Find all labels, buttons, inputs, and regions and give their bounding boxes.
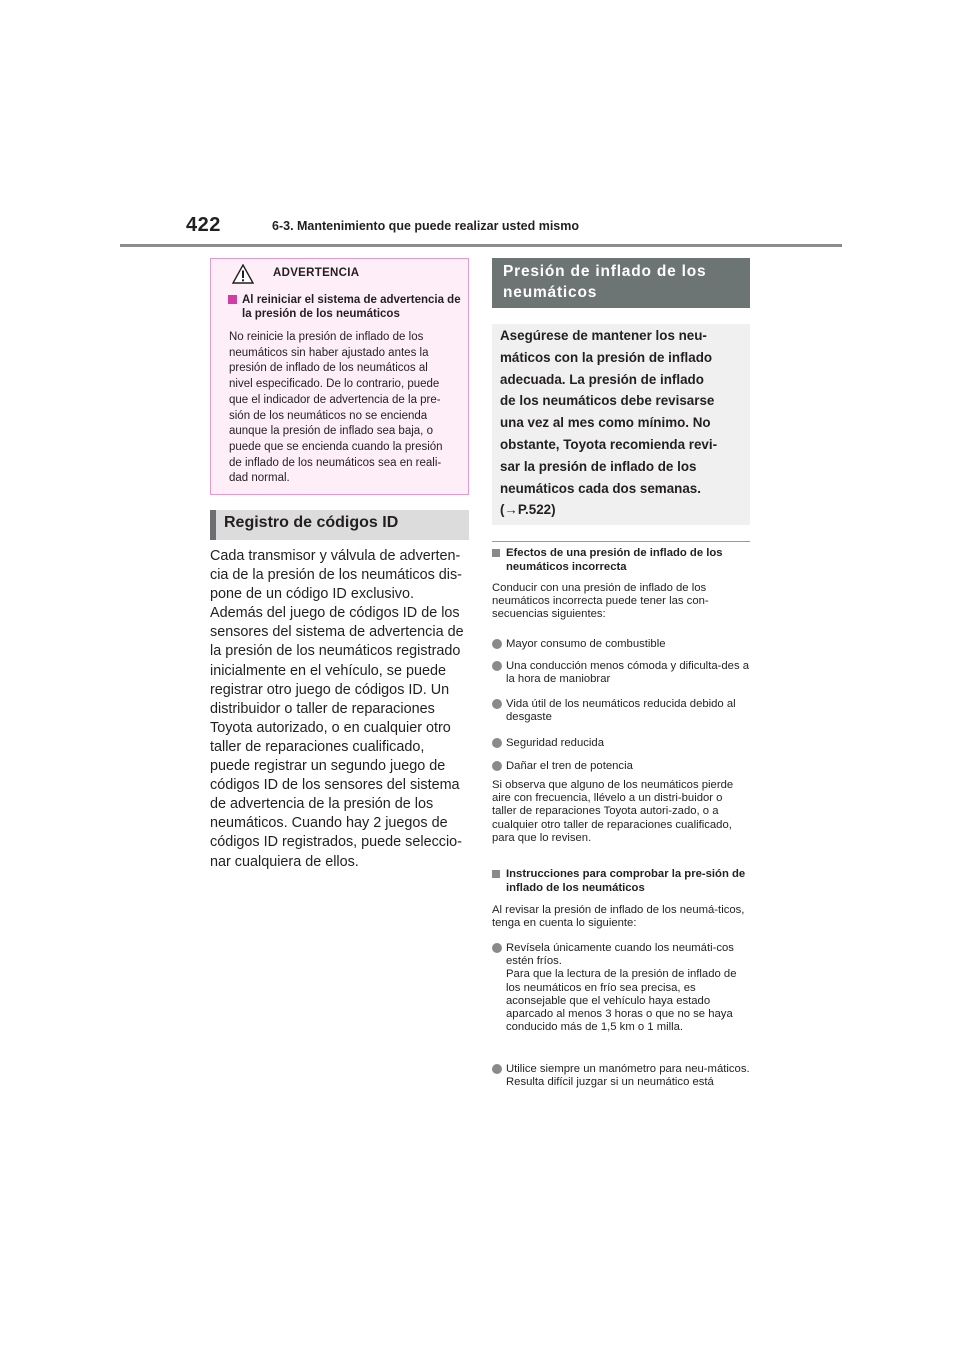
page-reference-link[interactable]: (→P.522) [500, 502, 556, 518]
efectos-intro: Conducir con una presión de inflado de los neumáticos incorrecta puede tener las con-secuencias siguientes: [492, 582, 709, 621]
bullet-dot-icon [492, 761, 502, 771]
page-number: 422 [186, 214, 221, 236]
efectos-heading: Efectos de una presión de inflado de los neumáticos incorrecta [492, 547, 750, 574]
list-item: Vida útil de los neumáticos reducida debido al desgaste [492, 698, 750, 724]
bullet-dot-icon [492, 661, 502, 671]
square-bullet-icon [492, 549, 500, 557]
bullet-dot-icon [492, 943, 502, 953]
warning-header [211, 259, 468, 287]
list-item: Utilice siempre un manómetro para neu-máticos. Resulta difícil juzgar si un neumático está [492, 1063, 750, 1089]
presion-note-box: Asegúrese de mantener los neu- máticos con la presión de inflado adecuada. La presión de inflado de los neumáticos debe revisarse una vez al mes como mínimo. No obstante, Toyota recomienda revi- sar la presión de inflado de los neumáticos cada dos semanas. (→P.522) [492, 324, 750, 525]
left-column [210, 258, 469, 870]
warning-body: No reinicie la presión de inflado de los neumáticos sin haber ajustado antes la presión de inflado de los neumáticos al nivel especificado. De lo contrario, puede que el indicador de advertencia de la pre- sión de los neumáticos no se encienda aunque la presión de inflado sea baja, o puede que se encienda cuando la presión de inflado de los neumáticos sea en reali- dad normal. [229, 331, 443, 485]
bullet-dot-icon [492, 1064, 502, 1074]
bullet-dot-icon [492, 738, 502, 748]
header-rule [120, 244, 842, 247]
presion-heading: Presión de inflado de los neumáticos [492, 258, 750, 308]
heading-accent [210, 510, 216, 540]
square-bullet-icon [228, 295, 237, 304]
warning-label: ADVERTENCIA [273, 267, 360, 279]
instrucciones-intro: Al revisar la presión de inflado de los neumá-ticos, tenga en cuenta lo siguiente: [492, 904, 745, 930]
list-item: Seguridad reducida [492, 737, 750, 750]
warning-subheading: Al reiniciar el sistema de advertencia de la presión de los neumáticos [229, 293, 461, 321]
efectos-outro: Si observa que alguno de los neumáticos pierde aire con frecuencia, llévelo a un distri-buidor o taller de reparaciones Toyota autori-zado, o a cualquier otro taller de reparaciones cualificado, para que lo revisen. [492, 779, 734, 844]
registro-heading: Registro de códigos ID [210, 510, 469, 540]
bullet-dot-icon [492, 639, 502, 649]
bullet-dot-icon [492, 699, 502, 709]
list-item: Una conducción menos cómoda y dificulta-des a la hora de maniobrar [492, 660, 750, 686]
instrucciones-heading: Instrucciones para comprobar la pre-sión de inflado de los neumáticos [492, 868, 750, 895]
warning-box [210, 258, 469, 495]
registro-paragraph: Cada transmisor y válvula de adverten- cia de la presión de los neumáticos dis- pone de un código ID exclusivo. Además del juego de códigos ID de los sensores del sistema de advertencia de la presión de los neumáticos registrado inicialmente en el vehículo, se puede registrar otro juego de códigos ID. Un distribuidor o taller de reparaciones Toyota autorizado, o en cualquier otro taller de reparaciones cualificado, puede registrar un segundo juego de códigos ID de los sensores del sistema de advertencia de la presión de los neumáticos. Cuando hay 2 juegos de códigos ID registrados, puede seleccio- nar cualquiera de ellos. [210, 548, 464, 870]
list-item: Dañar el tren de potencia [492, 760, 750, 773]
square-bullet-icon [492, 870, 500, 878]
list-item: Revísela únicamente cuando los neumáti-cos estén fríos. Para que la lectura de la presión de inflado de los neumáticos en frío sea precisa, es aconsejable que el vehículo haya estado aparcado al menos 3 horas o que no se haya conducido más de 1,5 km o 1 milla. [492, 942, 750, 1034]
divider [492, 541, 750, 542]
warning-icon [232, 264, 254, 284]
section-title: 6-3. Mantenimiento que puede realizar usted mismo [272, 219, 580, 233]
list-item: Mayor consumo de combustible [492, 638, 750, 651]
